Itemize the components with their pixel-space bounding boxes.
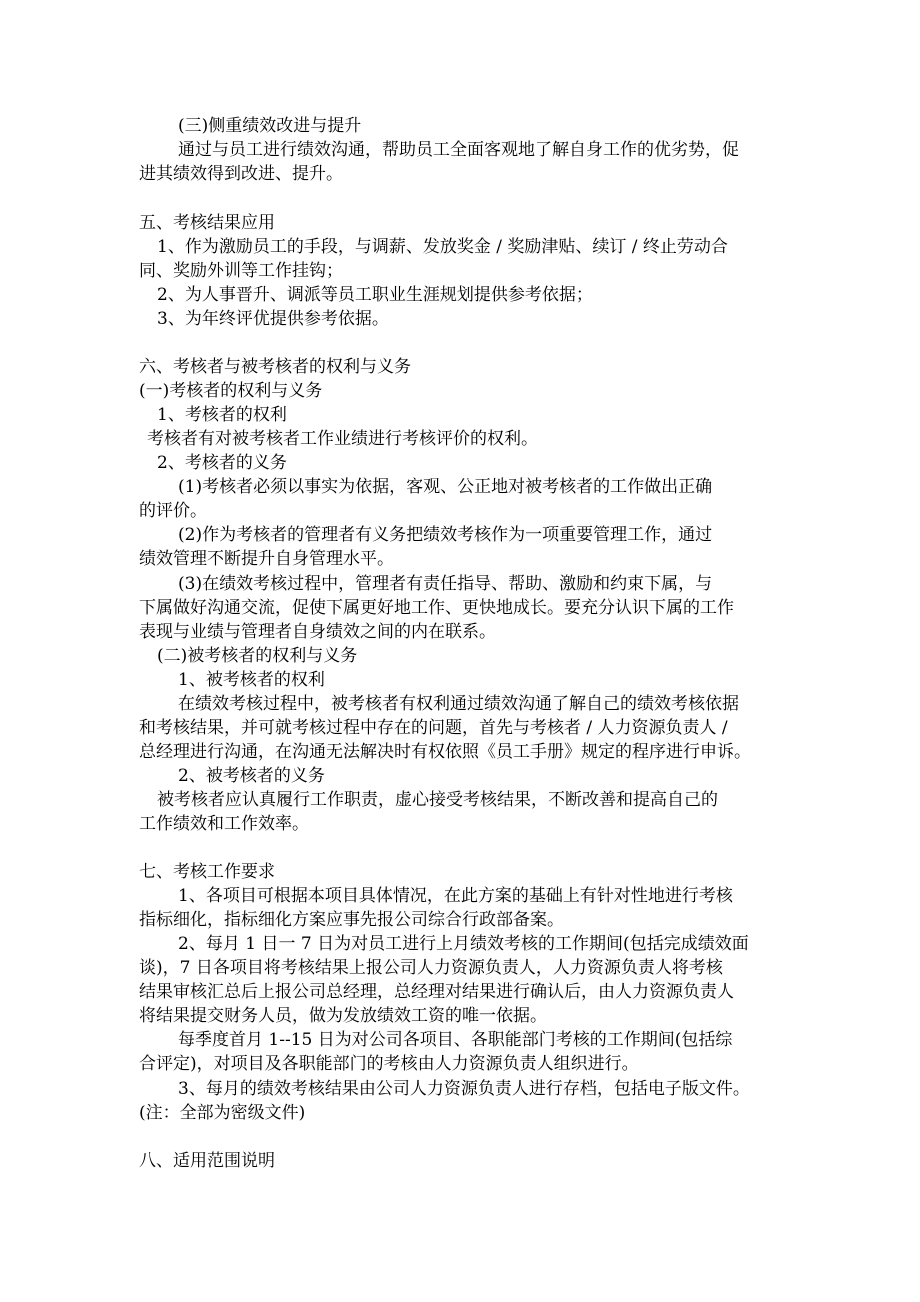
section-heading-6: 六、考核者与被考核者的权利与义务 xyxy=(139,357,411,377)
paragraph-line: 在绩效考核过程中，被考核者有权利通过绩效沟通了解自己的绩效考核依据 xyxy=(178,694,739,714)
paragraph-line: 总经理进行沟通，在沟通无法解决时有权依照《员工手册》规定的程序进行申诉。 xyxy=(139,742,751,762)
paragraph-line: 表现与业绩与管理者自身绩效之间的内在联系。 xyxy=(139,622,496,642)
paragraph-line: 进其绩效得到改进、提升。 xyxy=(139,164,343,184)
list-item: 2、为人事晋升、调派等员工职业生涯规划提供参考依据； xyxy=(157,285,593,305)
list-item: 1、作为激励员工的手段，与调薪、发放奖金 / 奖励津贴、续订 / 终止劳动合 xyxy=(157,237,728,257)
paragraph-line: 和考核结果，并可就考核过程中存在的问题，首先与考核者 / 人力资源负责人 / xyxy=(139,718,728,738)
section-heading-5: 五、考核结果应用 xyxy=(139,213,275,233)
subsection-heading: (一)考核者的权利与义务 xyxy=(139,381,323,401)
paragraph-line: (1)考核者必须以事实为依据，客观、公正地对被考核者的工作做出正确 xyxy=(178,477,713,497)
paragraph-line: 每季度首月 1--15 日为对公司各项目、各职能部门考核的工作期间(包括综 xyxy=(178,1030,733,1050)
item-heading: 1、考核者的权利 xyxy=(157,405,287,425)
paragraph-line: 3、每月的绩效考核结果由公司人力资源负责人进行存档，包括电子版文件。 xyxy=(178,1079,750,1099)
paragraph-line: 合评定)，对项目及各职能部门的考核由人力资源负责人组织进行。 xyxy=(139,1054,639,1074)
paragraph-line: 的评价。 xyxy=(139,501,207,521)
paragraph-line: 结果审核汇总后上报公司总经理，总经理对结果进行确认后，由人力资源负责人 xyxy=(139,982,734,1002)
item-heading: 2、被考核者的义务 xyxy=(178,766,325,786)
section-heading-8: 八、适用范围说明 xyxy=(139,1151,275,1171)
section-heading-7: 七、考核工作要求 xyxy=(139,862,275,882)
item-heading: 2、考核者的义务 xyxy=(157,453,287,473)
list-item: 3、为年终评优提供参考依据。 xyxy=(157,309,389,329)
note-line: (注：全部为密级文件) xyxy=(139,1103,306,1123)
paragraph-line: 工作绩效和工作效率。 xyxy=(139,814,309,834)
paragraph-line: (3)在绩效考核过程中，管理者有责任指导、帮助、激励和约束下属，与 xyxy=(178,574,713,594)
paragraph-line: 谈)，7 日各项目将考核结果上报公司人力资源负责人，人力资源负责人将考核 xyxy=(139,958,723,978)
paragraph-line: 指标细化，指标细化方案应事先报公司综合行政部备案。 xyxy=(139,910,564,930)
paragraph-line: 被考核者应认真履行工作职责，虚心接受考核结果，不断改善和提高自己的 xyxy=(157,790,718,810)
paragraph-line: 绩效管理不断提升自身管理水平。 xyxy=(139,549,394,569)
paragraph-line: (2)作为考核者的管理者有义务把绩效考核作为一项重要管理工作，通过 xyxy=(178,525,713,545)
list-item-continuation: 同、奖励外训等工作挂钩； xyxy=(139,261,343,281)
paragraph-line: 将结果提交财务人员，做为发放绩效工资的唯一依据。 xyxy=(139,1006,547,1026)
section-heading-3: (三)侧重绩效改进与提升 xyxy=(178,116,362,136)
paragraph-line: 下属做好沟通交流，促使下属更好地工作、更快地成长。要充分认识下属的工作 xyxy=(139,598,734,618)
paragraph-line: 2、每月 1 日一 7 日为对员工进行上月绩效考核的工作期间(包括完成绩效面 xyxy=(178,934,749,954)
subsection-heading: (二)被考核者的权利与义务 xyxy=(157,646,358,666)
item-heading: 1、被考核者的权利 xyxy=(178,670,325,690)
paragraph-line: 1、各项目可根据本项目具体情况，在此方案的基础上有针对性地进行考核 xyxy=(178,886,733,906)
paragraph-line: 考核者有对被考核者工作业绩进行考核评价的权利。 xyxy=(147,429,538,449)
paragraph-line: 通过与员工进行绩效沟通，帮助员工全面客观地了解自身工作的优劣势，促 xyxy=(178,140,739,160)
